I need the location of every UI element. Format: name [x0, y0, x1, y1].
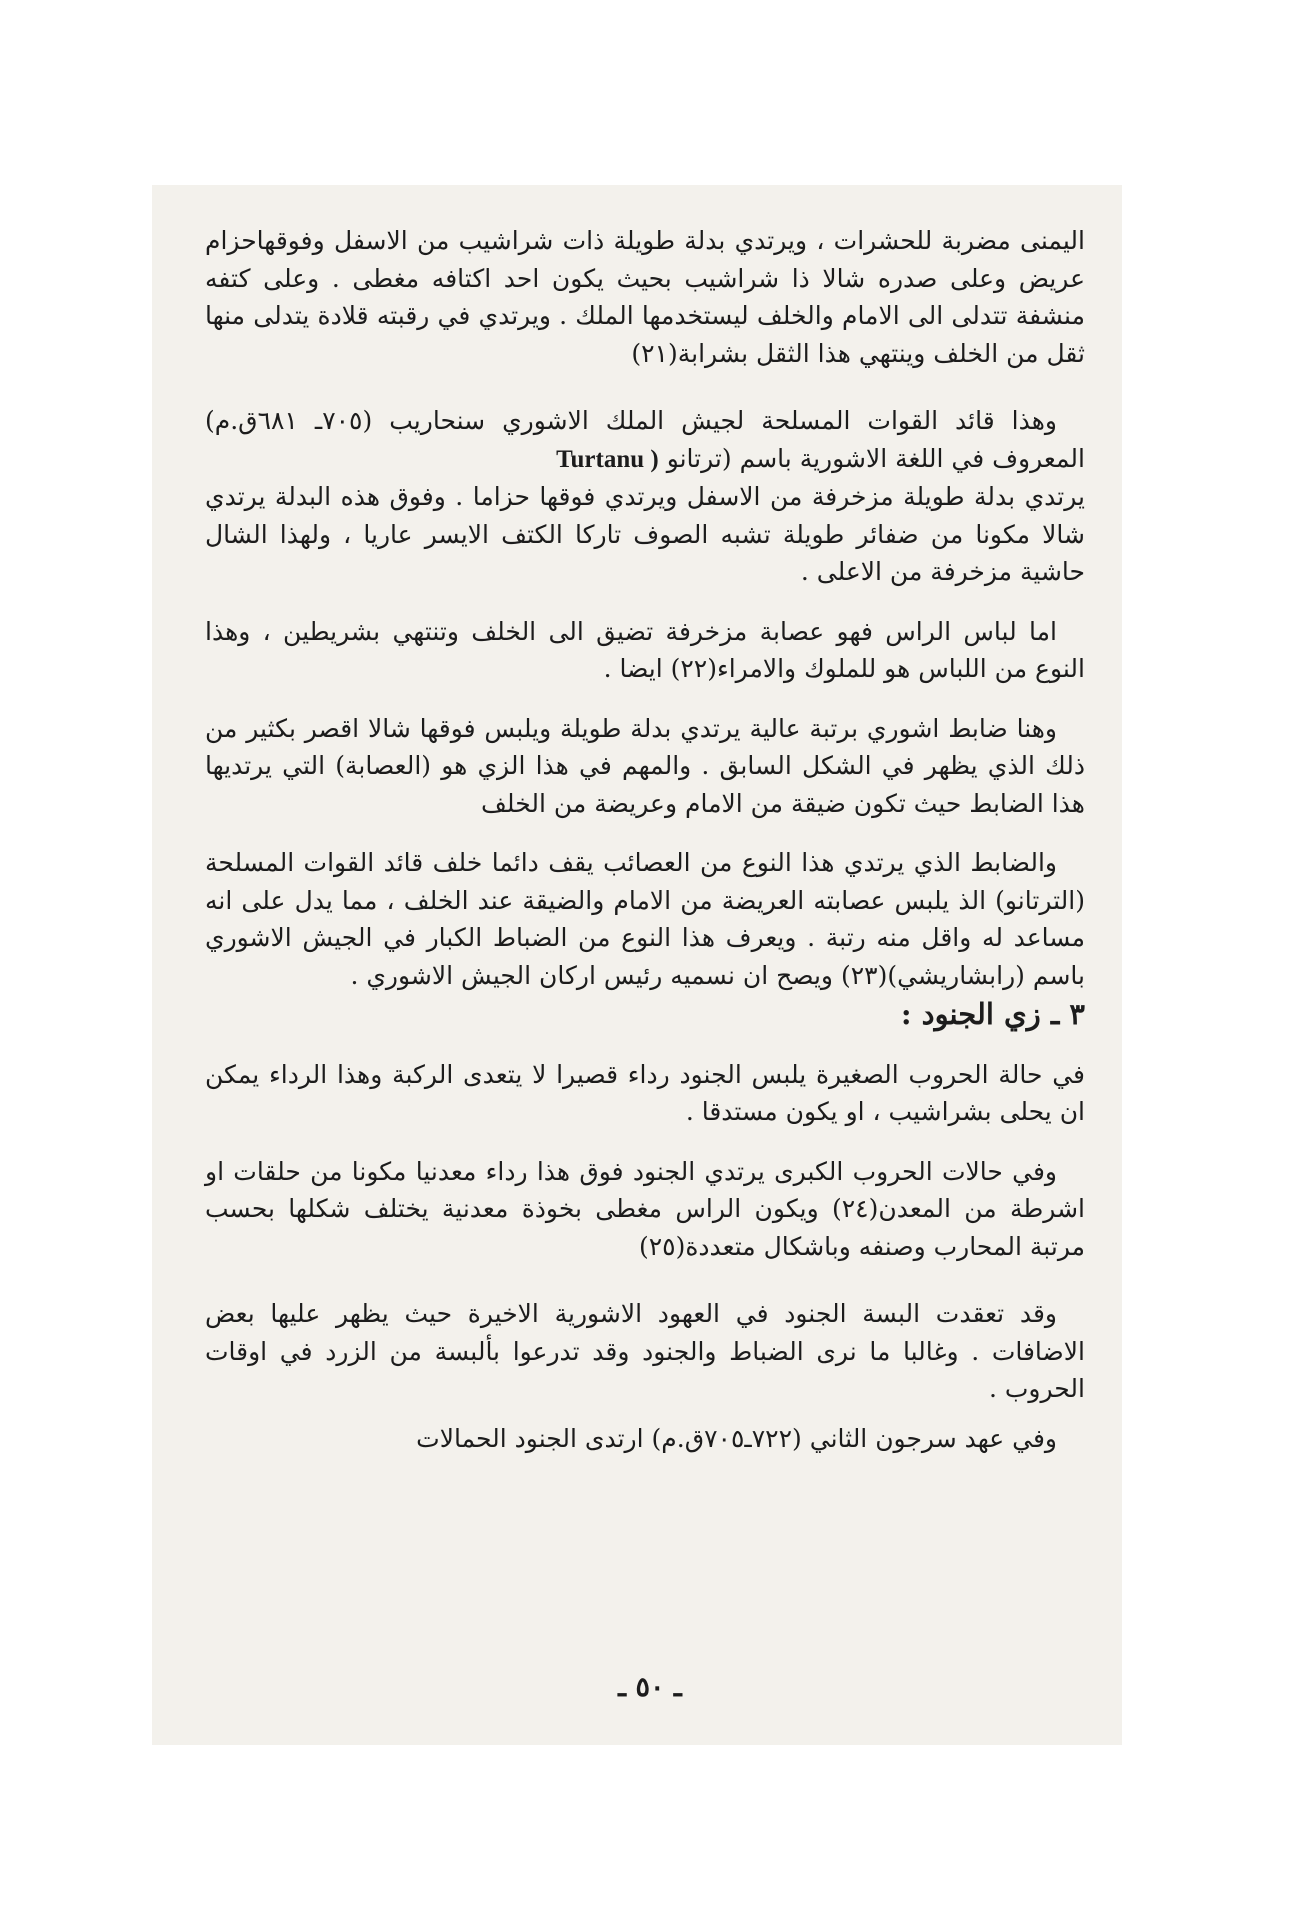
- paragraph-late-period: وقد تعقدت البسة الجنود في العهود الاشورية الاخيرة حيث يظهر عليها بعض الاضافات . وغالبا ما نرى الضباط والجنود وقد تدرعوا بألبسة من الزرد في اوقات الحروب .: [205, 1299, 1085, 1403]
- paragraph-officer: وهنا ضابط اشوري برتبة عالية يرتدي بدلة طويلة ويلبس فوقها شالا اقصر بكثير من ذلك الذي يظهر في الشكل السابق . والمهم في هذا الزي هو (العصابة) التي يرتديها هذا الضابط حيث تكون ضيقة من الامام وعريضة من الخلف: [205, 713, 1085, 818]
- paragraph-commander-text: وهذا قائد القوات المسلحة لجيش الملك الاشوري سنحاريب (٧٠٥ـ ٦٨١ق.م) المعروف في اللغة الاشورية باسم (ترتانو: [205, 406, 1085, 473]
- paragraph-headdress: اما لباس الراس فهو عصابة مزخرفة تضيق الى الخلف وتنتهي بشريطين ، وهذا النوع من اللباس هو للملوك والامراء(٢٢) ايضا .: [205, 616, 1085, 683]
- page-number: ـ ٥٠ ـ: [618, 1672, 682, 1703]
- page-body-text: [205, 222, 1085, 1457]
- paragraph-small-wars: في حالة الحروب الصغيرة يلبس الجنود رداء قصيرا لا يتعدى الركبة وهذا الرداء يمكن ان يحلى بشراشيب ، او يكون مستدقا .: [205, 1059, 1085, 1126]
- paragraph-rabshareshi: والضابط الذي يرتدي هذا النوع من العصائب يقف دائما خلف قائد القوات المسلحة (الترتانو) الذ يلبس عصابته العريضة من الامام والضيقة عند الخلف ، مما يدل على انه مساعد له واقل منه رتبة . ويعرف هذا النوع من الضباط الكبار في الجيش الاشوري باسم (رابشاريشي)(٢٣) ويصح ان نسميه رئيس اركان الجيش الاشوري .: [205, 848, 1085, 990]
- paragraph-king-attire: اليمنى مضربة للحشرات ، ويرتدي بدلة طويلة ذات شراشيب من الاسفل وفوقهاحزام عريض وعلى صدره شالا ذا شراشيب بحيث يكون احد اكتافه مغطى . وعلى كتفه منشفة تتدلى الى الامام والخلف ليستخدمها الملك . ويرتدي في رقبته قلادة يتدلى منها ثقل من الخلف وينتهي هذا الثقل بشرابة(٢١): [205, 226, 1085, 368]
- paragraph-commander-intro: [205, 402, 1085, 478]
- section-heading-soldiers-dress: ٣ ـ زي الجنود :: [900, 997, 1085, 1031]
- paragraph-large-wars: وفي حالات الحروب الكبرى يرتدي الجنود فوق هذا رداء معدنيا مكونا من حلقات او اشرطة من المعدن(٢٤) ويكون الراس مغطى بخوذة معدنية يختلف شكلها بحسب مرتبة المحارب وصنفه وباشكال متعددة(٢٥): [205, 1156, 1085, 1261]
- paragraph-commander-dress: يرتدي بدلة طويلة مزخرفة من الاسفل ويرتدي فوقها حزاما . وفوق هذه البدلة يرتدي شالا مكونا من ضفائر طويلة تشبه الصوف تاركا الكتف الايسر عاريا ، ولهذا الشال حاشية مزخرفة من الاعلى .: [205, 482, 1085, 586]
- latin-term-turtanu: Turtanu ): [556, 445, 659, 473]
- paragraph-sargon: وفي عهد سرجون الثاني (٧٢٢ـ٧٠٥ق.م) ارتدى الجنود الحمالات: [416, 1423, 1057, 1453]
